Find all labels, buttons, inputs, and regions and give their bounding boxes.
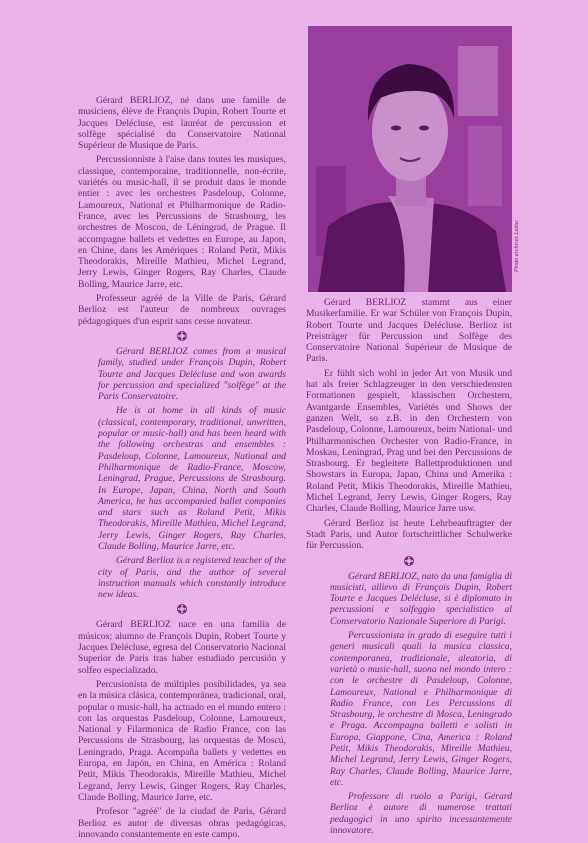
spanish-section bbox=[78, 619, 286, 840]
spanish-paragraph-1: Gérard BERLIOZ nace en una familia de músicos; alumno de François Dupin, Robert Tourte y Jacques Delécluse, egresa del Conservatorio Nacional Superior de Paris tras haber estudiado percusión y solfeo especializado. bbox=[78, 619, 286, 676]
french-paragraph-1: Gérard BERLIOZ, né dans une famille de musiciens, élève de François Dupin, Robert Tourte et Jacques Delécluse, est lauréat de percussion et solfège spécialisé du Conservatoire National Supérieur de Musique de Paris. bbox=[78, 95, 286, 152]
french-section bbox=[78, 95, 286, 327]
french-paragraph-2: Percussionniste à l'aise dans toutes les musiques, classique, contemporaine, traditionnelle, non-écrite, variétés ou music-hall, il se produit dans le monde entier : avec les orchestres Pasdeloup, Colonne, Lamoureux, National et Philharmonique de Radio-France, avec les Percussions de Strasbourg, les orchestres de Moscou, de Léningrad, de Prague. Il accompagne ballets et vedettes en Europe, au Japon, en Chine, dans les Amériques : Roland Petit, Mikis Theodorakis, Mireille Mathieu, Michel Legrand, Jerry Lewis, Ginger Rogers, Ray Charles, Claude Bolling, Maurice Jarre, etc. bbox=[78, 154, 286, 290]
spanish-paragraph-2: Percusionista de múltiples posibilidades, ya sea en la música clásica, contemporánea, tradicional, oral, popular o music-hall, ha actuado en el mundo entero : con las orquestas Pasdeloup, Colonne, Lamoureux, National y Filarmonica de Radio France, con las Percussions de Strasbourg, las orquestas de Moscú, Leningrado, Praga. Acompaña ballets y vedettes en Europa, en Japón, en China, en América : Roland Petit, Mikis Theodorakis, Mireille Mathieu, Michel Legrand, Jerry Lewis, Ginger Rogers, Ray Charles, Claude Bolling, Maurice Jarre, etc. bbox=[78, 678, 286, 803]
english-section bbox=[98, 346, 286, 601]
italian-paragraph-1: Gérard BERLIOZ, nato da una famiglia di musicisti, allievo di François Dupin, Robert Tourte e Jacques Delécluse, si è diplomato in percussioni e solfeggio specialistico al Conservatorio Nazionale Superiore di Parigi. bbox=[330, 570, 512, 627]
english-paragraph-3: Gérard Berlioz is a registered teacher of the city of Paris, and the author of several instruction manuals which constantly introduce new ideas. bbox=[98, 555, 286, 601]
left-column bbox=[78, 95, 286, 843]
photo-credit: Photo archives Leduc bbox=[514, 220, 520, 273]
flower-ornament-icon bbox=[177, 604, 187, 614]
portrait-photo bbox=[308, 26, 512, 292]
french-paragraph-3: Professeur agréé de la Ville de Paris, Gérard Berlioz est l'auteur de nombreux ouvrages pédagogiques d'un esprit sans cesse novateur. bbox=[78, 293, 286, 327]
spanish-paragraph-3: Profesor "agréé" de la ciudad de Paris, Gérard Berlioz es autor de diversas obras pedagógicas, innovando constantemente en este campo. bbox=[78, 806, 286, 840]
german-paragraph-2: Er fühlt sich wohl in jeder Art von Musik und hat als freier Schlagzeuger in den verschiedensten Formationen gespielt, klassischen Orchestern, Avantgarde Ensembles, Variétés und Shows der ganzen Welt, so z.B. in den Orchestern von Pasdeloup, Colonne, Lamoureux, beim National- und Philharmonischen Orchester von Radio-France, in Moskau, Leningrad, Prag und bei den Percussions de Strasbourg. Er begleitete Ballettproduktionen und Showstars in Europa, Japan, China und Amerika : Roland Petit, Mikis Theodorakis, Mireille Mathieu, Michel Legrand, Jerry Lewis, Ginger Rogers, Ray Charles, Claude Bolling, Maurice Jarre usw. bbox=[306, 367, 512, 515]
italian-paragraph-2: Percussionista in grado di eseguire tutti i generi musicali quali la musica classica, contemporanea, tradizionale, aleatoria, di varietà o music-hall, suona nel mondo intero : con le orchestre di Pasdeloup, Colonne, Lamoureux, National e Philharmonique di Radio France, con Les Percussions di Strasbourg, le orchestre di Mosca, Leningrado e Praga. Accompagna balletti e solisti in Europa, Giappone, Cina, America : Roland Petit, Mikis Theodorakis, Mireille Mathieu, Michel Legrand, Jerry Lewis, Ginger Rogers, Ray Charles, Claude Bolling, Maurice Jarre, etc. bbox=[330, 630, 512, 788]
german-section bbox=[306, 297, 512, 552]
english-paragraph-2: He is at home in all kinds of music (classical, contemporary, traditional, unwritten, popular or music-hall) and has been heard with the following orchestras and ensembles : Pasdeloup, Colonne, Lamoureux, National and Philharmonique de Radio-France, Moscow, Leningrad, Prague, Percussions de Strasbourg. In Europe, Japan, China, North and South America, he has accompanied ballet companies and stars such as Roland Petit, Mikis Theodorakis, Mireille Mathieu, Michel Legrand, Jerry Lewis, Ginger Rogers, Ray Charles, Claude Bolling, Maurice Jarre, etc. bbox=[98, 405, 286, 552]
flower-ornament-icon bbox=[177, 331, 187, 341]
german-paragraph-3: Gérard Berlioz ist heute Lehrbeauftragter der Stadt Paris, und Autor fortschrittlicher Schulwerke für Percussion. bbox=[306, 517, 512, 552]
english-paragraph-1: Gérard BERLIOZ comes from a musical family, studied under François Dupin, Robert Tourte and Jacques Delécluse and won awards for percussion and specialized "solfège" at the Paris Conservatoire. bbox=[98, 345, 286, 403]
portrait-photo-image bbox=[308, 26, 512, 292]
german-paragraph-1: Gérard BERLIOZ stammt aus einer Musikerfamilie. Er war Schüler von François Dupin, Robert Tourte und Jacques Delécluse. Berlioz ist Preisträger für Percussion und Solfège des Conservatoire National Supérieur de Musique de Paris. bbox=[306, 297, 512, 365]
italian-section bbox=[330, 571, 512, 837]
flower-ornament-icon bbox=[404, 556, 414, 566]
italian-paragraph-3: Professore di ruolo a Parigi, Gérard Berlioz è autore di numerose trattati pedagogici in uno spirito incessantemente innovatore. bbox=[330, 791, 512, 837]
right-column bbox=[306, 297, 512, 839]
